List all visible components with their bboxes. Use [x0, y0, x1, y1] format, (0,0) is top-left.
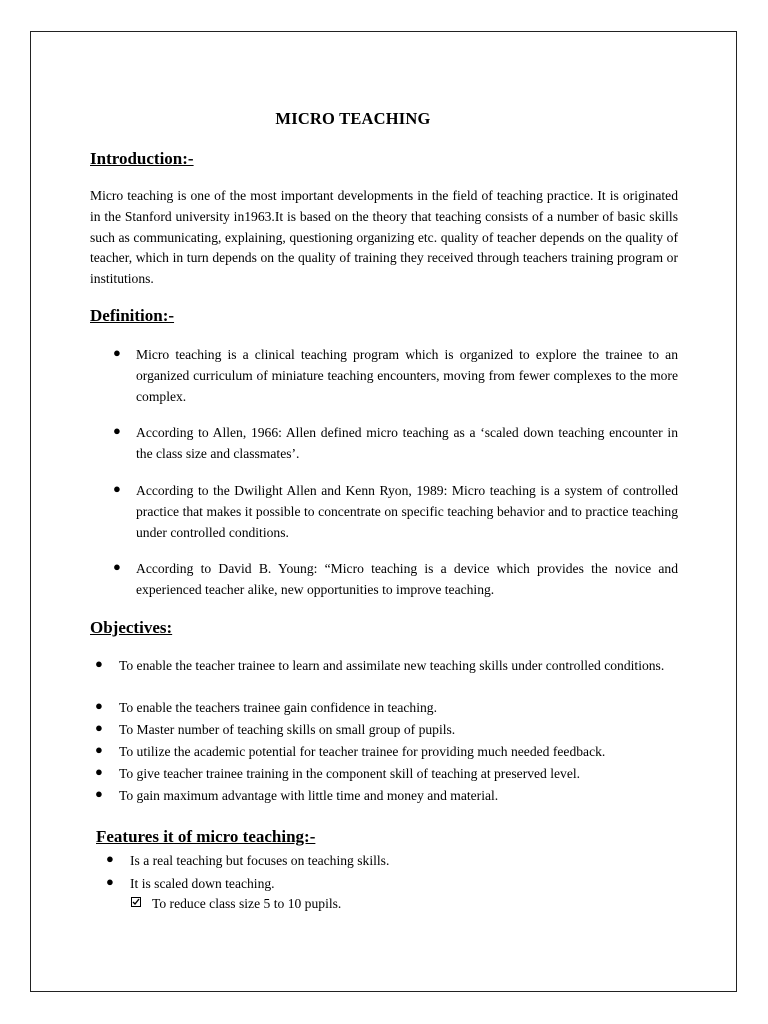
introduction-heading: Introduction:-: [90, 149, 194, 168]
features-heading: Features it of micro teaching:-: [96, 827, 316, 846]
feature-sub-item: To reduce class size 5 to 10 pupils.: [152, 896, 342, 911]
introduction-paragraph: Micro teaching is one of the most important developments in the field of teaching practice. It is originated in the Stanford university in1963.It is based on the theory that teaching consists of a number of basic skills such as communicating, explaining, questioning organizing etc. quality of teacher depends on the quality of teacher, which in turn depends on the quality of training they received through teachers training program or institutions.: [90, 188, 678, 287]
bullet-dot-icon: ●: [95, 720, 103, 735]
checked-box-icon: [131, 897, 141, 907]
bullet-dot-icon: ●: [113, 481, 121, 496]
bullet-dot-icon: ●: [106, 851, 114, 866]
bullet-dot-icon: ●: [95, 698, 103, 713]
objectives-heading: Objectives:: [90, 618, 173, 637]
bullet-dot-icon: ●: [95, 764, 103, 779]
objective-item: To give teacher trainee training in the component skill of teaching at preserved level.: [119, 766, 581, 781]
definition-item: According to Allen, 1966: Allen defined micro teaching as a ‘scaled down teaching encounter in the class size and classmates’.: [136, 425, 678, 461]
definition-item: According to David B. Young: “Micro teaching is a device which provides the novice and experienced teacher alike, new opportunities to improve teaching.: [136, 561, 678, 597]
objective-item: To Master number of teaching skills on small group of pupils.: [119, 722, 456, 737]
bullet-dot-icon: ●: [95, 656, 103, 671]
objective-item: To utilize the academic potential for teacher trainee for providing much needed feedback.: [119, 744, 606, 759]
definition-item: Micro teaching is a clinical teaching program which is organized to explore the trainee to an organized curriculum of miniature teaching encounters, moving from fewer complexes to the more complex.: [136, 347, 678, 404]
bullet-dot-icon: ●: [113, 345, 121, 360]
definition-item: According to the Dwilight Allen and Kenn Ryon, 1989: Micro teaching is a system of controlled practice that makes it possible to concentrate on specific teaching behavior and to practice teaching under controlled conditions.: [136, 483, 678, 540]
bullet-dot-icon: ●: [95, 742, 103, 757]
document-title: MICRO TEACHING: [275, 109, 431, 128]
objective-item: To enable the teachers trainee gain confidence in teaching.: [119, 700, 437, 715]
feature-item: It is scaled down teaching.: [130, 876, 275, 891]
feature-item: Is a real teaching but focuses on teaching skills.: [130, 853, 390, 868]
bullet-dot-icon: ●: [95, 786, 103, 801]
bullet-dot-icon: ●: [106, 874, 114, 889]
objective-item: To gain maximum advantage with little time and money and material.: [119, 788, 499, 803]
bullet-dot-icon: ●: [113, 423, 121, 438]
objective-item: To enable the teacher trainee to learn and assimilate new teaching skills under controlled conditions.: [119, 658, 665, 673]
definition-heading: Definition:-: [90, 306, 175, 325]
bullet-dot-icon: ●: [113, 559, 121, 574]
